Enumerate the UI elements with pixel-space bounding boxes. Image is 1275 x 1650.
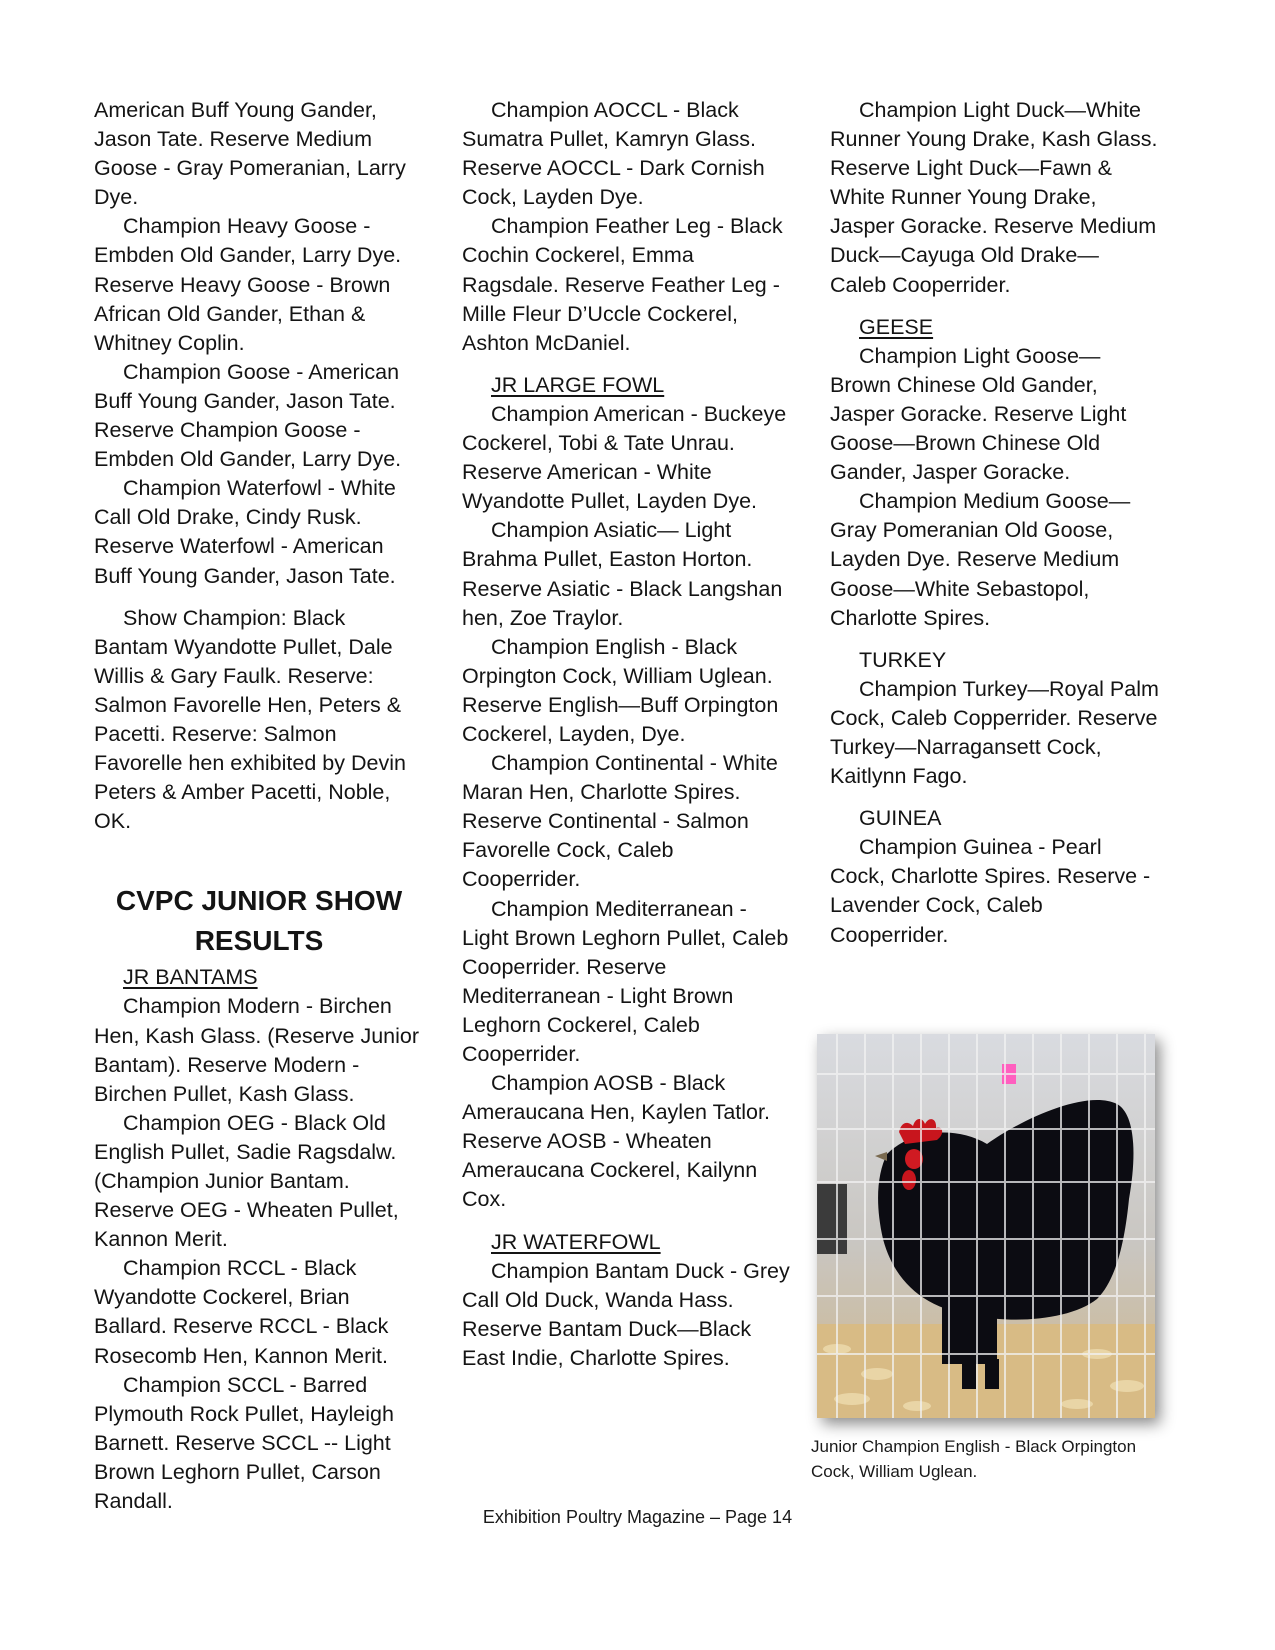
column-2 bbox=[462, 96, 792, 1373]
paragraph: Champion Light Goose—Brown Chinese Old Gander, Jasper Goracke. Reserve Light Goose—Brown Chinese Old Gander, Jasper Goracke. bbox=[830, 343, 1127, 485]
rooster-photo bbox=[817, 1034, 1155, 1418]
paragraph: Champion Feather Leg - Black Cochin Cockerel, Emma Ragsdale. Reserve Feather Leg - Mille Fleur D’Uccle Cockerel, Ashton McDaniel. bbox=[462, 214, 783, 355]
jr-bantams-heading: JR BANTAMS bbox=[123, 965, 258, 990]
paragraph: Champion Turkey—Royal Palm Cock, Caleb Copperrider. Reserve Turkey—Narragansett Cock, Kaitlynn Fago. bbox=[830, 676, 1159, 789]
paragraph: Champion AOSB - Black Ameraucana Hen, Kaylen Tatlor. Reserve AOSB - Wheaten Ameraucana Cockerel, Kailynn Cox. bbox=[462, 1071, 770, 1212]
paragraph: Champion Heavy Goose - Embden Old Gander, Larry Dye. Reserve Heavy Goose - Brown African Old Gander, Ethan & Whitney Coplin. bbox=[94, 214, 402, 355]
paragraph: Champion Modern - Birchen Hen, Kash Glass. (Reserve Junior Bantam). Reserve Modern - Birchen Pullet, Kash Glass. bbox=[94, 994, 420, 1106]
paragraph: Champion English - Black Orpington Cock, William Uglean. Reserve English—Buff Orpington Cockerel, Layden, Dye. bbox=[462, 634, 779, 746]
paragraph: Champion OEG - Black Old English Pullet, Sadie Ragsdalw. (Champion Junior Bantam. Reserve OEG - Wheaten Pullet, Kannon Merit. bbox=[94, 1110, 399, 1252]
show-champion-paragraph: Show Champion: Black Bantam Wyandotte Pullet, Dale Willis & Gary Faulk. Reserve: Salmon Favorelle Hen, Peters & Pacetti. Reserve: Salmon Favorelle hen exhibited by Devin Peters & Amber Pacetti, Noble, OK. bbox=[94, 605, 406, 834]
geese-heading: GEESE bbox=[859, 314, 934, 339]
photo-caption: Junior Champion English - Black Orpington Cock, William Uglean. bbox=[811, 1437, 1137, 1481]
column-3 bbox=[830, 96, 1160, 950]
paragraph: Champion Asiatic— Light Brahma Pullet, Easton Horton. Reserve Asiatic - Black Langshan hen, Zoe Traylor. bbox=[462, 518, 783, 630]
column-1 bbox=[94, 96, 424, 1516]
paragraph: American Buff Young Gander, Jason Tate. Reserve Medium Goose - Gray Pomeranian, Larry Dye. bbox=[94, 98, 406, 210]
page-footer: Exhibition Poultry Magazine – Page 14 bbox=[482, 1507, 793, 1527]
paragraph: Champion Bantam Duck - Grey Call Old Duck, Wanda Hass. Reserve Bantam Duck—Black East Indie, Charlotte Spires. bbox=[462, 1258, 790, 1370]
paragraph: Champion Guinea - Pearl Cock, Charlotte Spires. Reserve - Lavender Cock, Caleb Cooperrider. bbox=[830, 835, 1151, 947]
turkey-heading: TURKEY bbox=[859, 647, 947, 672]
paragraph: Champion Waterfowl - White Call Old Drake, Cindy Rusk. Reserve Waterfowl - American Buff Young Gander, Jason Tate. bbox=[94, 476, 396, 588]
guinea-heading: GUINEA bbox=[859, 806, 942, 831]
paragraph: Champion SCCL - Barred Plymouth Rock Pullet, Hayleigh Barnett. Reserve SCCL -- Light Brown Leghorn Pullet, Carson Randall. bbox=[94, 1372, 394, 1514]
paragraph: Champion RCCL - Black Wyandotte Cockerel, Brian Ballard. Reserve RCCL - Black Rosecomb Hen, Kannon Merit. bbox=[94, 1256, 389, 1368]
paragraph: Champion Light Duck—White Runner Young Drake, Kash Glass. Reserve Light Duck—Fawn & White Runner Young Drake, Jasper Goracke. Reserve Medium Duck—Cayuga Old Drake— Caleb Cooperrider. bbox=[830, 98, 1158, 297]
jr-waterfowl-heading: JR WATERFOWL bbox=[491, 1229, 661, 1254]
junior-results-heading: CVPC JUNIOR SHOW RESULTS bbox=[115, 885, 403, 957]
paragraph: Champion Mediterranean - Light Brown Leghorn Pullet, Caleb Cooperrider. Reserve Mediterranean - Light Brown Leghorn Cockerel, Caleb Cooperrider. bbox=[462, 896, 789, 1066]
paragraph: Champion Medium Goose—Gray Pomeranian Old Goose, Layden Dye. Reserve Medium Goose—White Sebastopol, Charlotte Spires. bbox=[830, 489, 1131, 630]
jr-large-fowl-heading: JR LARGE FOWL bbox=[491, 372, 665, 397]
paragraph: Champion Goose - American Buff Young Gander, Jason Tate. Reserve Champion Goose - Embden Old Gander, Larry Dye. bbox=[94, 359, 402, 472]
paragraph: Champion Continental - White Maran Hen, Charlotte Spires. Reserve Continental - Salmon Favorelle Cock, Caleb Cooperrider. bbox=[462, 751, 778, 892]
paragraph: Champion AOCCL - Black Sumatra Pullet, Kamryn Glass. Reserve AOCCL - Dark Cornish Cock, Layden Dye. bbox=[462, 98, 765, 210]
paragraph: Champion American - Buckeye Cockerel, Tobi & Tate Unrau. Reserve American - White Wyandotte Pullet, Layden Dye. bbox=[462, 401, 787, 514]
